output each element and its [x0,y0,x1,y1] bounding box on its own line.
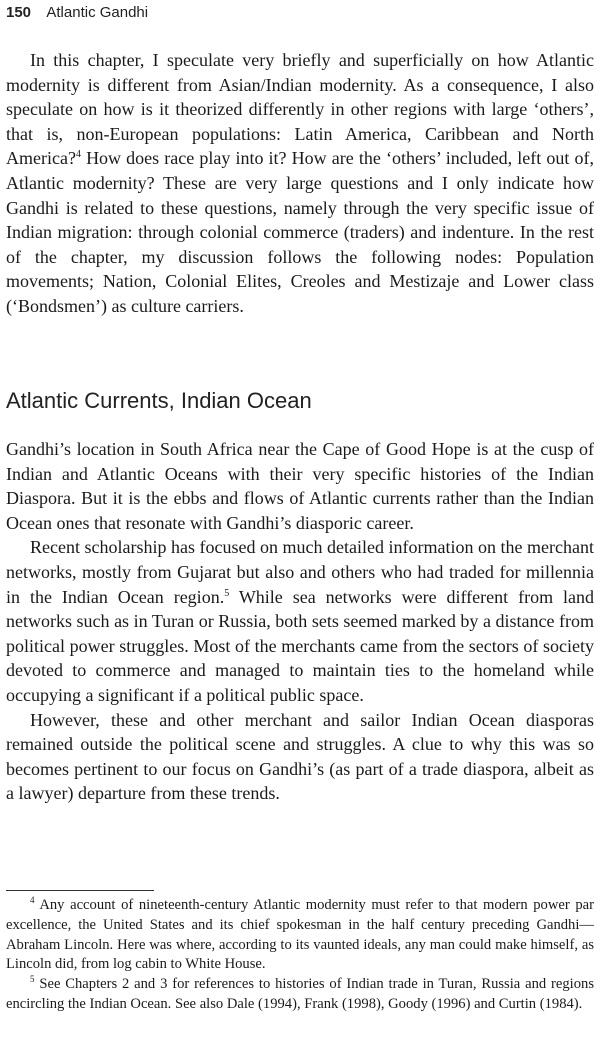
footnote-divider [6,890,154,891]
footnote-ref-4[interactable]: 4 [75,149,81,161]
intro-paragraph [6,48,594,319]
paragraph-3: However, these and other merchant and sailor Indian Ocean diasporas remained outside the political scene and struggles. A clue to why this was so becomes pertinent to our focus on Gandhi’s (as part of a trade diaspora, albeit as a lawyer) departure from these trends. [6,709,594,804]
running-title: Atlantic Gandhi [46,4,149,21]
intro-text-cont: How does race play into it? How are the ‘others’ included, left out of, Atlantic modernity? These are very large questions and I only indicate how Gandhi is related to these questions, namely through the very specific issue of Indian migration: through colonial commerce (traders) and indenture. In the rest of the chapter, my discussion follows the following nodes: Population movements; Nation, Colonial Elites, Creoles and Mestizaje and Lower class (‘Bondsmen’) as culture carriers. [6,148,594,316]
footnote-ref-5[interactable]: 5 [224,587,230,599]
paragraph-1: Gandhi’s location in South Africa near the Cape of Good Hope is at the cusp of Indian and Atlantic Oceans with their very specific histories of the Indian Diaspora. But it is the ebbs and flows of Atlantic currents rather than the Indian Ocean ones that resonate with Gandhi’s diasporic career. [6,439,594,533]
intro-text: In this chapter, I speculate very briefly and superficially on how Atlantic modernity is different from Asian/Indian modernity. As a consequence, I also speculate on how is it theorized differently in other regions with large ‘others’, that is, non-European populations: Latin America, Caribbean and North America? [6,50,594,169]
paragraph-2 [6,535,594,707]
footnote-number: 4 [30,895,35,905]
paragraph-2-text-cont: While sea networks were different from land networks such as in Turan or Russia, both sets seemed marked by a distance from political power struggles. Most of the merchants came from the sectors of society devoted to commerce and managed to maintain ties to the homeland while occupying a significant if a political public space. [6,586,595,705]
page-number: 150 [6,4,32,21]
section-body [6,437,594,806]
paragraph-2-text: Recent scholarship has focused on much detailed information on the merchant networks, mostly from Gujarat but also and others who had traded for millennia in the Indian Ocean region. [6,537,594,607]
intro-block [6,48,594,319]
footnote-number: 5 [30,974,35,985]
footnote-5 [6,975,594,1015]
footnote-4 [6,896,594,975]
running-head [6,4,594,26]
footnotes [6,896,594,1015]
footnote-text: Any account of nineteenth-century Atlantic modernity must refer to that modern power par excellence, the United States and its chief spokesman in the half century preceding Gandhi—Abraham Lincoln. Here was where, according to its vaunted ideals, any man could make himself, as Lincoln did, from log cabin to White House. [6,897,594,973]
section-heading: Atlantic Currents, Indian Ocean [6,388,312,413]
footnote-text: See Chapters 2 and 3 for references to histories of Indian trade in Turan, Russia and regions encircling the Indian Ocean. See also Dale (1994), Frank (1998), Goody (1996) and Curtin (1984). [6,976,594,1012]
